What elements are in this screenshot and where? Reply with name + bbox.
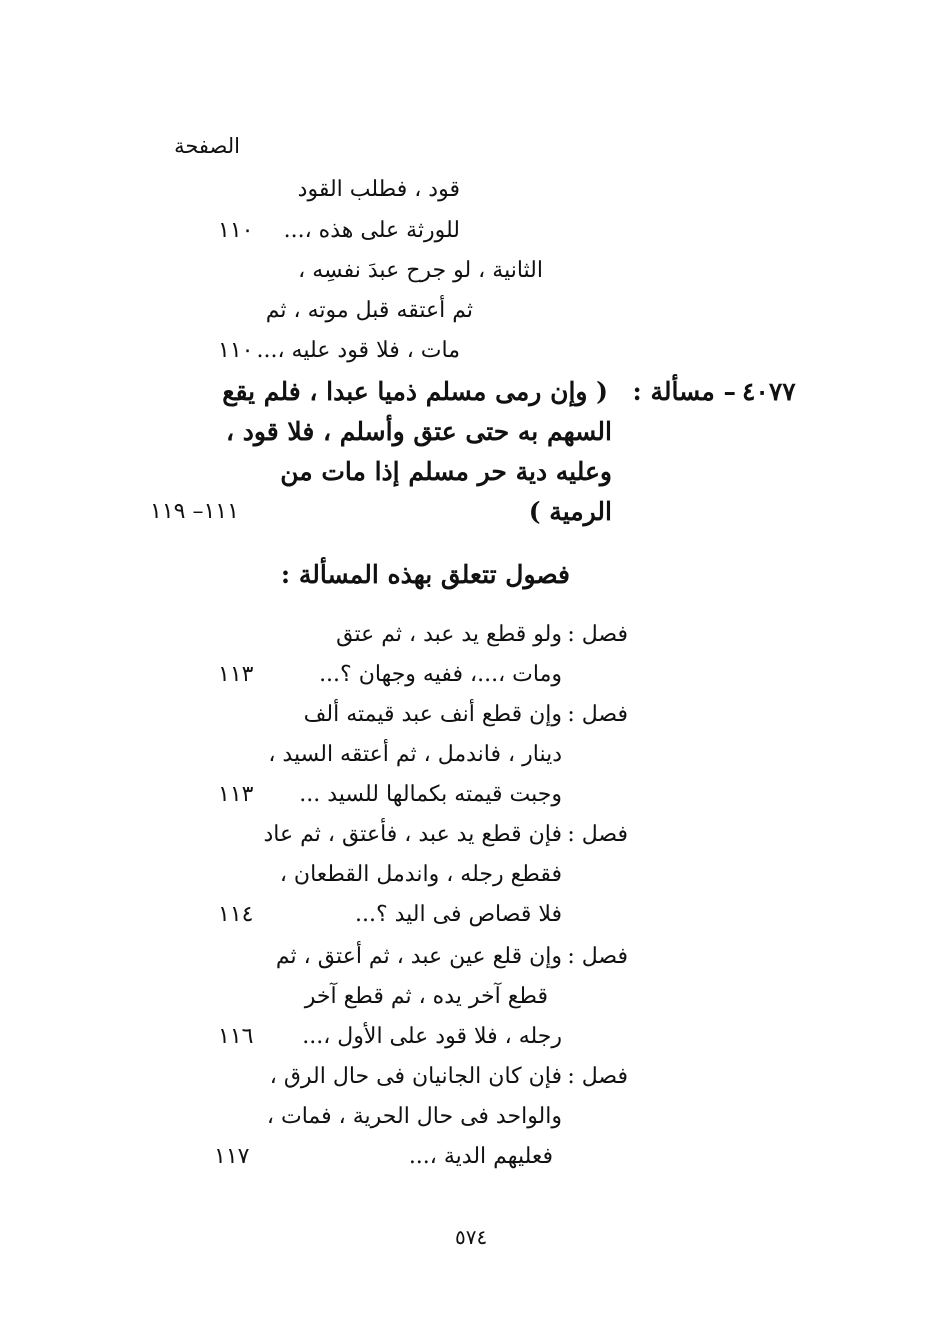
page-ref: ١١٣ bbox=[218, 662, 254, 687]
fasl-line: فإن قطع يد عبد ، فأعتق ، ثم عاد bbox=[263, 822, 562, 847]
intro-line: ثم أعتقه قبل موته ، ثم bbox=[265, 298, 473, 323]
fasl-line: فإن كان الجانيان فى حال الرق ، bbox=[269, 1064, 562, 1089]
page-ref: ١١٤ bbox=[218, 902, 254, 927]
section-heading: فصول تتعلق بهذه المسألة : bbox=[280, 560, 570, 589]
page-ref: ١١١– ١١٩ bbox=[150, 499, 239, 524]
fasl-line: والواحد فى حال الحرية ، فمات ، bbox=[266, 1104, 562, 1129]
page-header: الصفحة bbox=[174, 134, 240, 158]
fasl-line: وجبت قيمته بكمالها للسيد ... bbox=[299, 782, 562, 807]
masala-text: الرمية ) bbox=[528, 497, 612, 526]
masala-text: ( وإن رمى مسلم ذميا عبدا ، فلم يقع bbox=[222, 377, 608, 406]
fasl-line: وإن قطع أنف عبد قيمته ألف bbox=[303, 702, 562, 727]
fasl-label: فصل : bbox=[567, 622, 628, 647]
intro-line: مات ، فلا قود عليه ،... bbox=[256, 338, 460, 363]
intro-line: الثانية ، لو جرح عبدَ نفسِه ، bbox=[298, 258, 543, 283]
fasl-line: وإن قلع عين عبد ، ثم أعتق ، ثم bbox=[275, 944, 562, 969]
masala-label: – مسألة : bbox=[632, 377, 736, 406]
masala-text: السهم به حتى عتق وأسلم ، فلا قود ، bbox=[225, 417, 612, 446]
fasl-line: فعليهم الدية ،... bbox=[408, 1144, 553, 1169]
page-ref: ١١٠ bbox=[218, 218, 254, 243]
fasl-line: قطع آخر يده ، ثم قطع آخر bbox=[304, 984, 548, 1009]
intro-line: قود ، فطلب القود bbox=[297, 177, 460, 202]
fasl-line: فقطع رجله ، واندمل القطعان ، bbox=[279, 862, 562, 887]
page-ref: ١١٦ bbox=[218, 1024, 254, 1049]
fasl-line: رجله ، فلا قود على الأول ،... bbox=[302, 1024, 562, 1049]
intro-line: للورثة على هذه ،... bbox=[283, 218, 460, 243]
page-ref: ١١٠ bbox=[218, 338, 254, 363]
fasl-label: فصل : bbox=[567, 702, 628, 727]
masala-number: ٤٠٧٧ bbox=[742, 377, 796, 406]
page-ref: ١١٣ bbox=[218, 782, 254, 807]
page-number: ٥٧٤ bbox=[455, 1225, 488, 1249]
page-ref: ١١٧ bbox=[214, 1144, 250, 1169]
fasl-label: فصل : bbox=[567, 822, 628, 847]
fasl-line: ومات ،...، ففيه وجهان ؟... bbox=[319, 662, 562, 687]
fasl-line: فلا قصاص فى اليد ؟... bbox=[354, 902, 562, 927]
fasl-label: فصل : bbox=[567, 944, 628, 969]
fasl-line: ولو قطع يد عبد ، ثم عتق bbox=[336, 622, 562, 647]
fasl-line: دينار ، فاندمل ، ثم أعتقه السيد ، bbox=[268, 742, 562, 767]
fasl-label: فصل : bbox=[567, 1064, 628, 1089]
masala-text: وعليه دية حر مسلم إذا مات من bbox=[280, 457, 612, 486]
